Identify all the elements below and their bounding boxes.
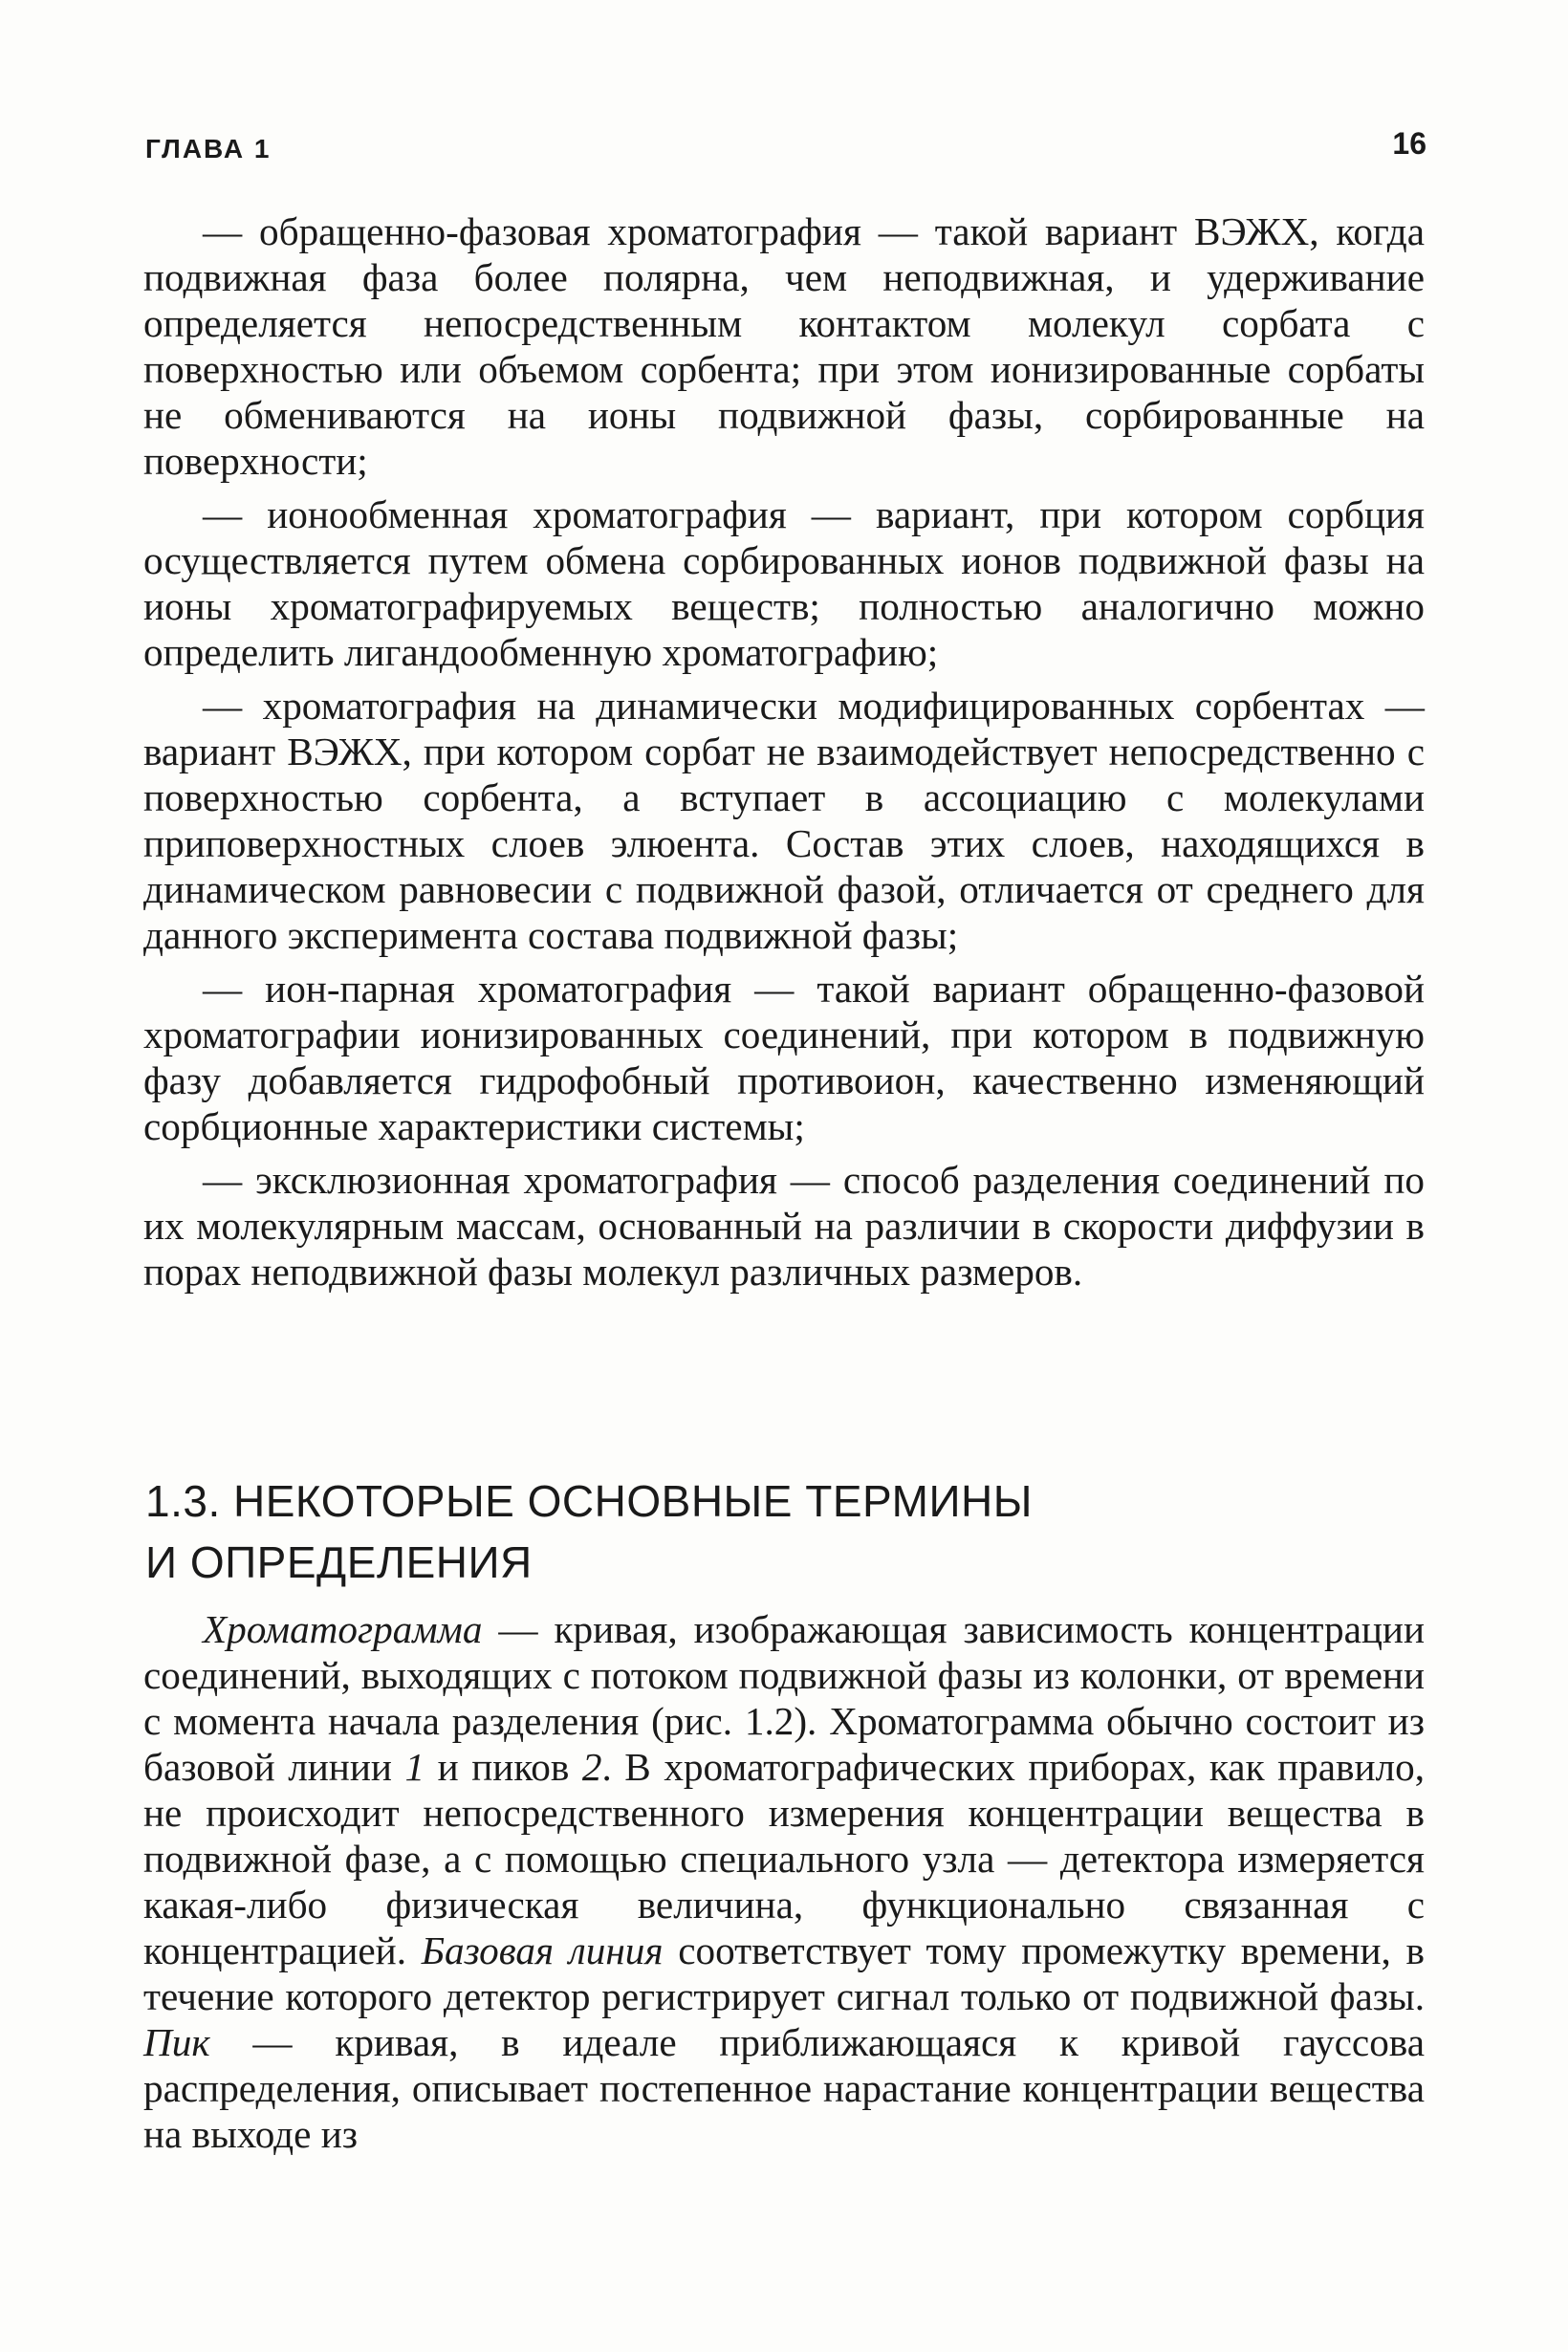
paragraph-text-5: — кривая, в идеале приближающаяся к кривой гауссова распределения, описывает постепенное нарастание концентрации вещества на выходе из [143, 2020, 1425, 2156]
paragraph-text-4: соответствует тому промежутку времени, в течение которого детектор регистрирует сигнал только от подвижной фазы. [143, 1928, 1426, 2018]
paragraph-text-1: — кривая, изображающая зависимость концентрации соединений, выходящих с потоком подвижной фазы из колонки, от времени с момента начала разделения (рис. 1.2). Хроматограмма обычно состоит из базовой линии [143, 1607, 1425, 1789]
definition-size-exclusion: — эксклюзионная хроматография — способ разделения соединений по их молекулярным массам, основанный на различии в скорости диффузии в порах неподвижной фазы молекул различных размеров. [143, 1158, 1425, 1294]
ref-baseline: 1 [404, 1745, 425, 1789]
term-peak: Пик [143, 2020, 210, 2064]
paragraph-text-3: . В хроматографических приборах, как правило, не происходит непосредственного измерения концентрации вещества в подвижной фазе, а с помощью специального узла — детектора измеряется какая-либо физическая величина, функционально связанная с концентрацией. [143, 1745, 1425, 1972]
definition-dynamic-modified: — хроматография на динамически модифицированных сорбентах — вариант ВЭЖХ, при котором сорбат не взаимодействует непосредственно с поверхностью сорбента, а вступает в ассоциацию с молекулами приповерхностных слоев элюента. Состав этих слоев, находящихся в динамическом равновесии с подвижной фазой, отличается от среднего для данного эксперимента состава подвижной фазы; [143, 684, 1425, 957]
ref-peaks: 2 [581, 1745, 602, 1789]
section-heading-line2: И ОПРЕДЕЛЕНИЯ [145, 1537, 533, 1587]
definition-reversed-phase: — обращенно-фазовая хроматография — такой вариант ВЭЖХ, когда подвижная фаза более полярна, чем неподвижная, и удерживание определяется непосредственным контактом молекул сорбата с поверхностью или объемом сорбента; при этом ионизированные сорбаты не обмениваются на ионы подвижной фазы, сорбированные на поверхности; [143, 209, 1425, 483]
definition-ion-exchange: — ионообменная хроматография — вариант, при котором сорбция осуществляется путем обмена сорбированных ионов подвижной фазы на ионы хроматографируемых веществ; полностью аналогично можно определить лигандообменную хроматографию; [143, 492, 1425, 674]
term-baseline: Базовая линия [421, 1928, 664, 1972]
definitions-list [143, 208, 1425, 1302]
section-body [143, 1606, 1425, 2157]
term-chromatogram: Хроматограмма [203, 1607, 483, 1651]
section-heading-line1: 1.3. НЕКОТОРЫЕ ОСНОВНЫЕ ТЕРМИНЫ [145, 1476, 1033, 1526]
chromatogram-paragraph [143, 1606, 1425, 2157]
page-number: 16 [1392, 126, 1426, 161]
paragraph-text-2: и пиков [425, 1745, 582, 1789]
definition-ion-pair: — ион-парная хроматография — такой вариант обращенно-фазовой хроматографии ионизированных соединений, при котором в подвижную фазу добавляется гидрофобный противоион, качественно изменяющий сорбционные характеристики системы; [143, 967, 1425, 1148]
chapter-header: ГЛАВА 1 [145, 134, 272, 163]
section-heading [145, 1470, 1033, 1593]
